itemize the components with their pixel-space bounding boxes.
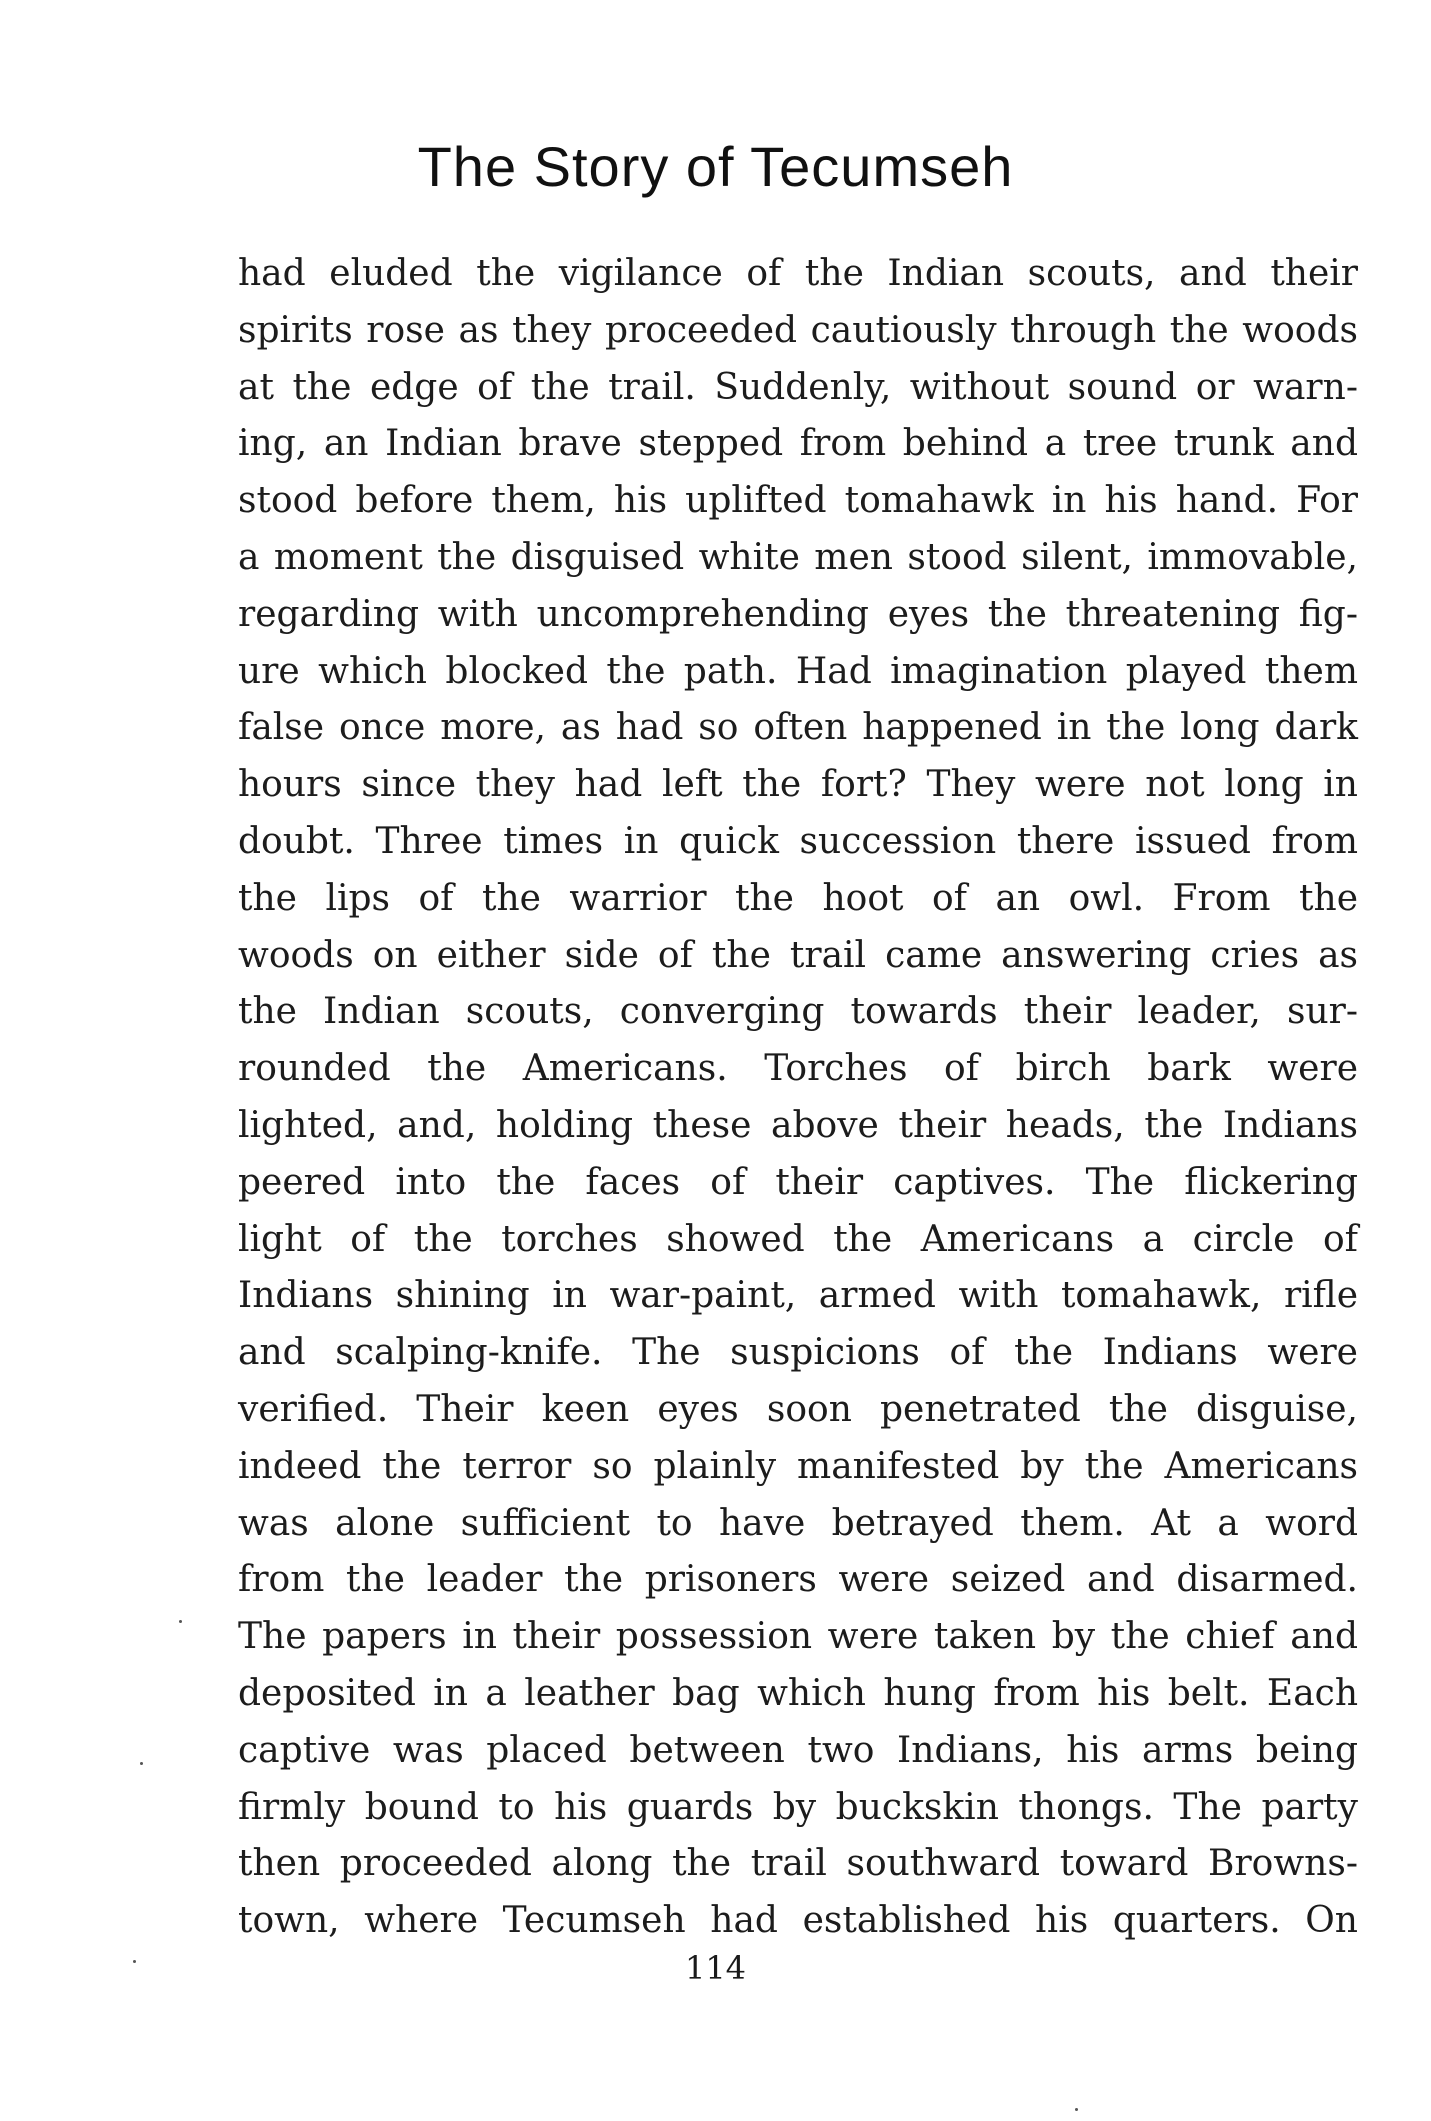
text-line: then proceeded along the trail southward toward Browns- — [238, 1843, 1358, 1885]
body-text — [238, 246, 1358, 1950]
scan-speck — [1075, 2108, 1078, 2111]
text-line: from the leader the prisoners were seized and disarmed. — [238, 1559, 1358, 1601]
text-line: rounded the Americans. Torches of birch bark were — [238, 1048, 1358, 1090]
text-line: doubt. Three times in quick succession there issued from — [238, 820, 1358, 862]
text-line: verified. Their keen eyes soon penetrated the disguise, — [238, 1388, 1358, 1430]
text-line: stood before them, his uplifted tomahawk in his hand. For — [238, 480, 1358, 522]
text-line: deposited in a leather bag which hung from his belt. Each — [238, 1672, 1358, 1714]
text-line: spirits rose as they proceeded cautiously through the woods — [238, 309, 1358, 351]
running-title: The Story of Tecumseh — [417, 135, 1014, 198]
text-line: a moment the disguised white men stood silent, immovable, — [238, 536, 1358, 578]
text-line: was alone sufficient to have betrayed them. At a word — [238, 1502, 1358, 1544]
text-line: and scalping-knife. The suspicions of the Indians were — [238, 1332, 1358, 1374]
text-line: peered into the faces of their captives. The flickering — [238, 1161, 1358, 1203]
text-line: the Indian scouts, converging towards their leader, sur- — [238, 991, 1358, 1033]
text-line: light of the torches showed the Americans a circle of — [238, 1218, 1358, 1260]
text-line: regarding with uncomprehending eyes the threatening fig- — [238, 593, 1358, 635]
text-line: town, where Tecumseh had established his quarters. On — [238, 1900, 1358, 1942]
text-line: false once more, as had so often happened in the long dark — [238, 707, 1358, 749]
text-line: at the edge of the trail. Suddenly, without sound or warn- — [238, 366, 1358, 408]
text-line: Indians shining in war-paint, armed with tomahawk, rifle — [238, 1275, 1358, 1317]
scan-speck — [133, 1960, 136, 1963]
text-line: ing, an Indian brave stepped from behind a tree trunk and — [238, 423, 1358, 465]
text-line: lighted, and, holding these above their heads, the Indians — [238, 1104, 1358, 1146]
page-number: 114 — [684, 1949, 747, 1987]
text-line: woods on either side of the trail came answering cries as — [238, 934, 1358, 976]
text-line: the lips of the warrior the hoot of an owl. From the — [238, 877, 1358, 919]
text-line: firmly bound to his guards by buckskin thongs. The party — [238, 1786, 1358, 1828]
text-line: captive was placed between two Indians, his arms being — [238, 1729, 1358, 1771]
scan-speck — [140, 1762, 143, 1765]
scan-speck — [179, 1620, 182, 1623]
text-line: The papers in their possession were taken by the chief and — [238, 1616, 1358, 1658]
text-line: hours since they had left the fort? They were not long in — [238, 764, 1358, 806]
text-line: ure which blocked the path. Had imagination played them — [238, 650, 1358, 692]
text-line: had eluded the vigilance of the Indian scouts, and their — [238, 253, 1358, 294]
text-line: indeed the terror so plainly manifested by the Americans — [238, 1445, 1358, 1487]
